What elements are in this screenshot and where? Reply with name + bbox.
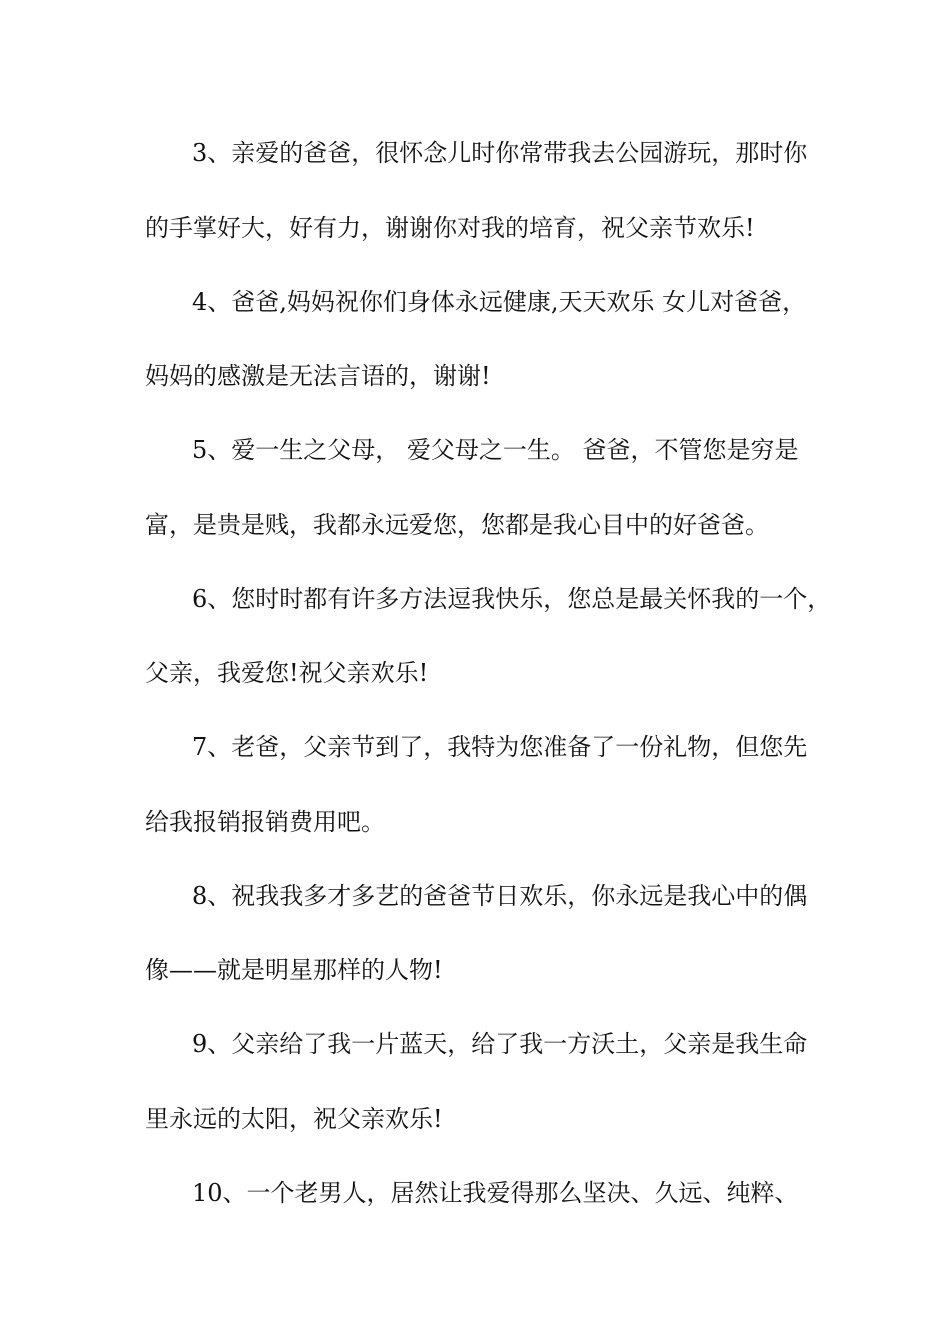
paragraph-7-line-2: 给我报销报销费用吧。 xyxy=(145,808,385,836)
paragraph-3-line-2: 的手掌好大，好有力，谢谢你对我的培育，祝父亲节欢乐! xyxy=(145,214,755,242)
paragraph-6-line-1: 6、您时时都有许多方法逗我快乐，您总是最关怀我的一个， xyxy=(192,585,832,613)
paragraph-6-line-2: 父亲，我爱您!祝父亲欢乐! xyxy=(145,659,429,687)
paragraph-9-line-1: 9、父亲给了我一片蓝天，给了我一方沃土，父亲是我生命 xyxy=(192,1030,808,1058)
paragraph-9-line-2: 里永远的太阳，祝父亲欢乐! xyxy=(145,1105,443,1133)
paragraph-3-line-1: 3、亲爱的爸爸，很怀念儿时你常带我去公园游玩，那时你 xyxy=(192,139,808,167)
paragraph-4-line-2: 妈妈的感激是无法言语的，谢谢! xyxy=(145,362,491,390)
paragraph-8-line-1: 8、祝我我多才多艺的爸爸节日欢乐，你永远是我心中的偶 xyxy=(192,882,808,910)
paragraph-7-line-1: 7、老爸，父亲节到了，我特为您准备了一份礼物，但您先 xyxy=(192,733,808,761)
paragraph-4-line-1: 4、爸爸,妈妈祝你们身体永远健康,天天欢乐 女儿对爸爸， xyxy=(192,288,807,316)
paragraph-5-line-1: 5、爱一生之父母， 爱父母之一生。 爸爸，不管您是穷是 xyxy=(192,436,799,464)
paragraph-8-line-2: 像——就是明星那样的人物! xyxy=(145,956,443,984)
paragraph-5-line-2: 富，是贵是贱，我都永远爱您，您都是我心目中的好爸爸。 xyxy=(145,511,769,539)
paragraph-10-line-1: 10、一个老男人，居然让我爱得那么坚决、久远、纯粹、 xyxy=(192,1179,799,1207)
